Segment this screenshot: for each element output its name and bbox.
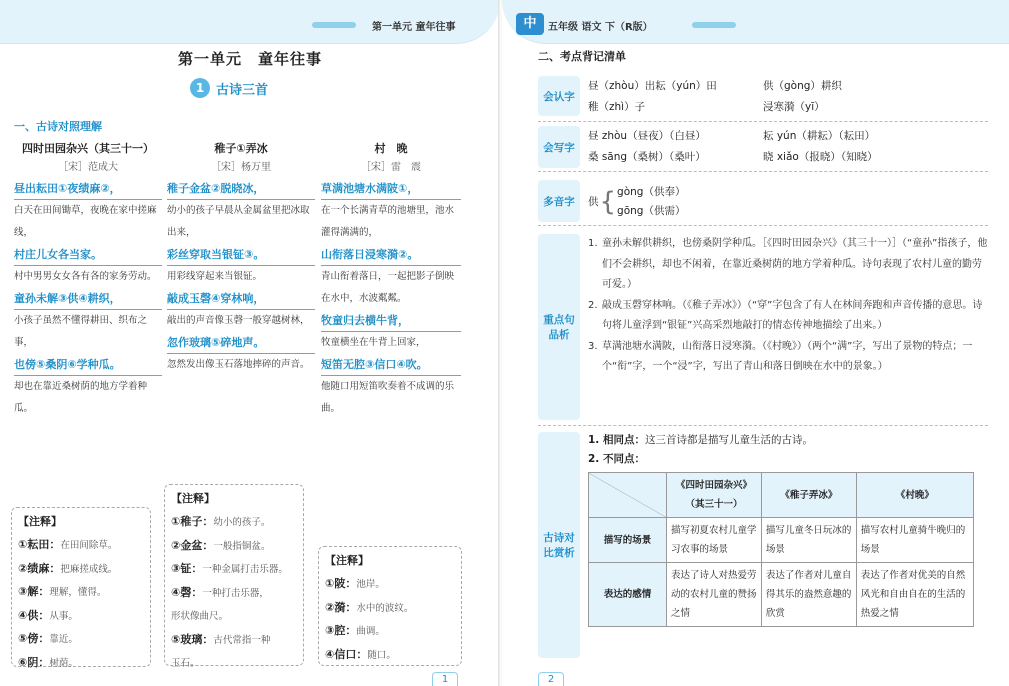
poem-translation: 用彩线穿起来当银钲。	[167, 271, 263, 282]
block-label: 多音字	[538, 180, 580, 222]
note-definition: 玉石。	[171, 658, 200, 669]
key-points	[588, 234, 988, 378]
notes-header: 【注释】	[18, 515, 62, 528]
unit-title: 第一单元 童年往事	[177, 50, 322, 68]
poem-author: ［宋］杨万里	[211, 162, 271, 173]
note-definition: 随口。	[367, 649, 396, 661]
note-item	[171, 535, 297, 559]
poem-title: 四时田园杂兴（其三十一）	[22, 142, 154, 155]
compare-content	[588, 430, 988, 627]
poem-translation: 白天在田间锄草，夜晚在家中搓麻线，	[14, 205, 157, 238]
note-term: ③钲：	[171, 562, 203, 575]
key-point-number: 1.	[588, 238, 598, 249]
poem-author: ［宋］范成大	[58, 162, 118, 173]
poem-author: ［宋］雷 震	[361, 162, 421, 173]
section-heading: 一、古诗对照理解	[14, 120, 102, 133]
diff-label: 2. 不同点：	[588, 453, 645, 465]
key-point-text: 敲成玉磬穿林响。（《稚子弄冰》）（“穿”字包含了有人在林间奔跑和声音传播的意思。诗句将儿童浮到“银钲”兴高采烈地敲打的情态传神地描绘了出来。）	[602, 299, 983, 331]
note-term: ⑤傍：	[18, 632, 50, 645]
key-point-number: 2.	[588, 299, 598, 311]
poem-line: 彩丝穿取当银钲③。	[167, 246, 315, 266]
note-item	[325, 573, 455, 597]
note-definition: 一般指铜盆。	[213, 540, 271, 552]
note-term: ②漪：	[325, 600, 357, 614]
key-point	[588, 296, 988, 337]
note-term: ③解：	[18, 585, 50, 598]
note-item	[18, 534, 144, 558]
recognize-block	[538, 72, 988, 122]
poem-translation: 幼小的孩子早晨从金属盆里把冰取出来，	[167, 205, 310, 238]
note-item	[171, 582, 297, 606]
table-cell: 表达了作者对优美的自然风光和自由自在的生活的热爱之情	[856, 563, 973, 627]
running-head: 第一单元 童年往事	[372, 22, 456, 33]
key-sentences-block	[538, 230, 988, 426]
header-cell: 《稚子弄冰》	[761, 473, 856, 518]
poem-translation: 他随口用短笛吹奏着不成调的乐曲。	[321, 381, 455, 414]
note-item	[18, 652, 144, 676]
poem-translation: 青山衔着落日，一起把影子倒映在水中，水波粼粼。	[321, 271, 455, 304]
note-definition: 幼小的孩子。	[213, 517, 271, 528]
note-definition: 一种金属打击乐器。	[202, 564, 288, 575]
note-item	[18, 605, 144, 629]
write-item: 桑 sāng（桑树）（桑叶）	[588, 151, 706, 163]
polyphone-block	[538, 176, 988, 226]
write-item: 晓 xiǎo（报晓）（知晓）	[763, 151, 878, 163]
key-point-text: 草满池塘水满陂，山衔落日浸寒漪。（《村晚》）（两个“满”字，写出了景物的特点；一个“衔”字，一个“浸”字，写出了青山和落日倒映在水中的景象。）	[602, 340, 973, 372]
poem-title: 村 晚	[374, 142, 408, 155]
note-definition: 曲调。	[356, 626, 385, 637]
running-head: 五年级 语文 下（R版）	[548, 22, 653, 33]
poem-translation: 村中男男女女各有各的家务劳动。	[14, 271, 157, 282]
poem-line: 村庄儿女各当家。	[14, 246, 162, 266]
poem-translation: 牧童横坐在牛背上回家，	[321, 337, 426, 348]
note-item	[171, 629, 297, 653]
poem-line: 昼出耘田①夜绩麻②，	[14, 180, 162, 200]
write-items	[588, 126, 988, 168]
note-term: ④信口：	[325, 647, 368, 661]
polyphone-reading: gòng（供奉）	[617, 186, 686, 198]
recognize-item: 浸寒漪（yī）	[763, 101, 825, 113]
poem-column	[167, 140, 315, 378]
note-item	[325, 620, 455, 644]
note-definition: 树荫。	[49, 657, 78, 669]
poem-column	[321, 140, 461, 422]
poem-line: 忽作玻璃⑤碎地声。	[167, 334, 315, 354]
lesson-heading	[190, 78, 268, 98]
row-header: 表达的感情	[589, 563, 667, 627]
table-row	[589, 563, 974, 627]
publisher-logo: 中	[516, 13, 544, 35]
key-point	[588, 337, 988, 378]
poem-line: 短笛无腔③信口④吹。	[321, 356, 461, 376]
notes-box	[11, 507, 151, 667]
polyphone-content	[588, 182, 988, 222]
write-item: 耘 yún（耕耘）（耘田）	[763, 130, 876, 142]
poem-line: 也傍⑤桑阴⑥学种瓜。	[14, 356, 162, 376]
compare-block	[538, 430, 988, 660]
poem-column	[14, 140, 162, 422]
note-term: ①稚子：	[171, 515, 214, 528]
note-item	[325, 644, 455, 668]
key-point	[588, 234, 988, 296]
table-cell: 表达了诗人对热爱劳动的农村儿童的赞扬之情	[667, 563, 762, 627]
table-cell: 描写农村儿童骑牛晚归的场景	[856, 518, 973, 563]
note-item	[171, 652, 297, 676]
poem-title: 稚子①弄冰	[214, 142, 268, 155]
note-item	[18, 628, 144, 652]
block-label: 会认字	[538, 76, 580, 116]
note-term: ⑥阴：	[18, 655, 50, 669]
write-block	[538, 124, 988, 172]
note-definition: 理解，懂得。	[49, 587, 107, 598]
note-definition: 水中的波纹。	[356, 602, 414, 614]
recognize-item: 供（gòng）耕织	[763, 80, 842, 92]
note-item	[18, 558, 144, 582]
table-row	[589, 518, 974, 563]
note-term: ①陂：	[325, 577, 357, 590]
left-page	[0, 0, 500, 686]
row-header: 描写的场景	[589, 518, 667, 563]
note-term: ④供：	[18, 608, 50, 622]
poem-line: 稚子金盆②脱晓冰，	[167, 180, 315, 200]
table-cell: 表达了作者对儿童自得其乐的盎然意趣的欣赏	[761, 563, 856, 627]
header-pill	[692, 22, 736, 28]
poem-translation: 却也在靠近桑树荫的地方学着种瓜。	[14, 381, 148, 414]
corner-cell	[589, 473, 667, 518]
note-definition: 池岸。	[356, 579, 385, 590]
note-item	[18, 581, 144, 605]
header-pill	[312, 22, 356, 28]
polyphone-reading: gōng（供需）	[617, 205, 686, 217]
table-cell: 描写儿童冬日玩冰的场景	[761, 518, 856, 563]
page-number: 2	[538, 672, 564, 686]
note-definition: 古代常指一种	[213, 634, 271, 646]
note-term: ④磬：	[171, 585, 203, 599]
note-item	[171, 558, 297, 582]
right-page	[502, 0, 1009, 686]
comparison-table	[588, 472, 974, 627]
notes-box	[164, 484, 304, 669]
note-item	[171, 605, 297, 629]
lesson-number: 1	[190, 78, 210, 98]
write-item: 昼 zhòu（昼夜）（白昼）	[588, 130, 706, 142]
key-point-number: 3.	[588, 340, 598, 352]
section-heading: 二、考点背记清单	[538, 50, 626, 63]
brace-icon: {	[599, 187, 617, 217]
block-label: 重点句品析	[538, 234, 580, 420]
note-definition: 从事。	[49, 610, 78, 622]
polyphone-char: 供	[588, 195, 599, 208]
notes-header: 【注释】	[171, 492, 215, 505]
note-term: ①耘田：	[18, 538, 61, 551]
poem-line: 敲成玉磬④穿林响，	[167, 290, 315, 310]
note-definition: 一种打击乐器，	[202, 587, 269, 599]
poem-translation: 在一个长满青草的池塘里，池水灌得满满的，	[321, 205, 455, 238]
notes-box	[318, 546, 462, 666]
lesson-title: 古诗三首	[216, 82, 269, 98]
recognize-item: 昼（zhòu）出耘（yún）田	[588, 80, 717, 92]
poem-line: 草满池塘水满陂①，	[321, 180, 461, 200]
note-definition: 靠近。	[49, 634, 78, 645]
poem-line: 山衔落日浸寒漪②。	[321, 246, 461, 266]
block-label: 古诗对比赏析	[538, 432, 580, 658]
note-definition: 在田间除草。	[60, 540, 118, 551]
poem-translation: 忽然发出像玉石落地摔碎的声音。	[167, 359, 310, 370]
note-term: ③腔：	[325, 624, 357, 637]
table-header-row	[589, 473, 974, 518]
block-label: 会写字	[538, 126, 580, 168]
poem-translation: 敲出的声音像玉磬一般穿越树林，	[167, 315, 310, 326]
notes-header: 【注释】	[325, 554, 369, 567]
header-cell: 《四时田园杂兴》（其三十一）	[667, 473, 762, 518]
table-cell: 描写初夏农村儿童学习农事的场景	[667, 518, 762, 563]
header-cell: 《村晚》	[856, 473, 973, 518]
note-term: ②金盆：	[171, 538, 214, 552]
same-text: 这三首诗都是描写儿童生活的古诗。	[644, 434, 813, 446]
recognize-item: 稚（zhì）子	[588, 101, 646, 113]
poem-translation: 小孩子虽然不懂得耕田、织布之事，	[14, 315, 148, 348]
note-term: ②绩麻：	[18, 561, 61, 575]
poem-line: 牧童归去横牛背，	[321, 312, 461, 332]
note-definition: 把麻搓成线。	[60, 563, 118, 575]
note-item	[325, 597, 455, 621]
note-definition: 形状像曲尺。	[171, 611, 229, 622]
same-label: 1. 相同点：	[588, 434, 645, 446]
key-point-text: 童孙未解供耕织，也傍桑阴学种瓜。［《四时田园杂兴》（其三十一）］（“童孙”指孩子，他们不会耕织，却也不闲着，在靠近桑树荫的地方学着种瓜。诗句表现了农村儿童的勤劳可爱。）	[602, 238, 988, 290]
page-number: 1	[432, 672, 458, 686]
recognize-items	[588, 76, 988, 118]
note-item	[171, 511, 297, 535]
poem-line: 童孙未解③供④耕织，	[14, 290, 162, 310]
note-term: ⑤玻璃：	[171, 632, 214, 646]
